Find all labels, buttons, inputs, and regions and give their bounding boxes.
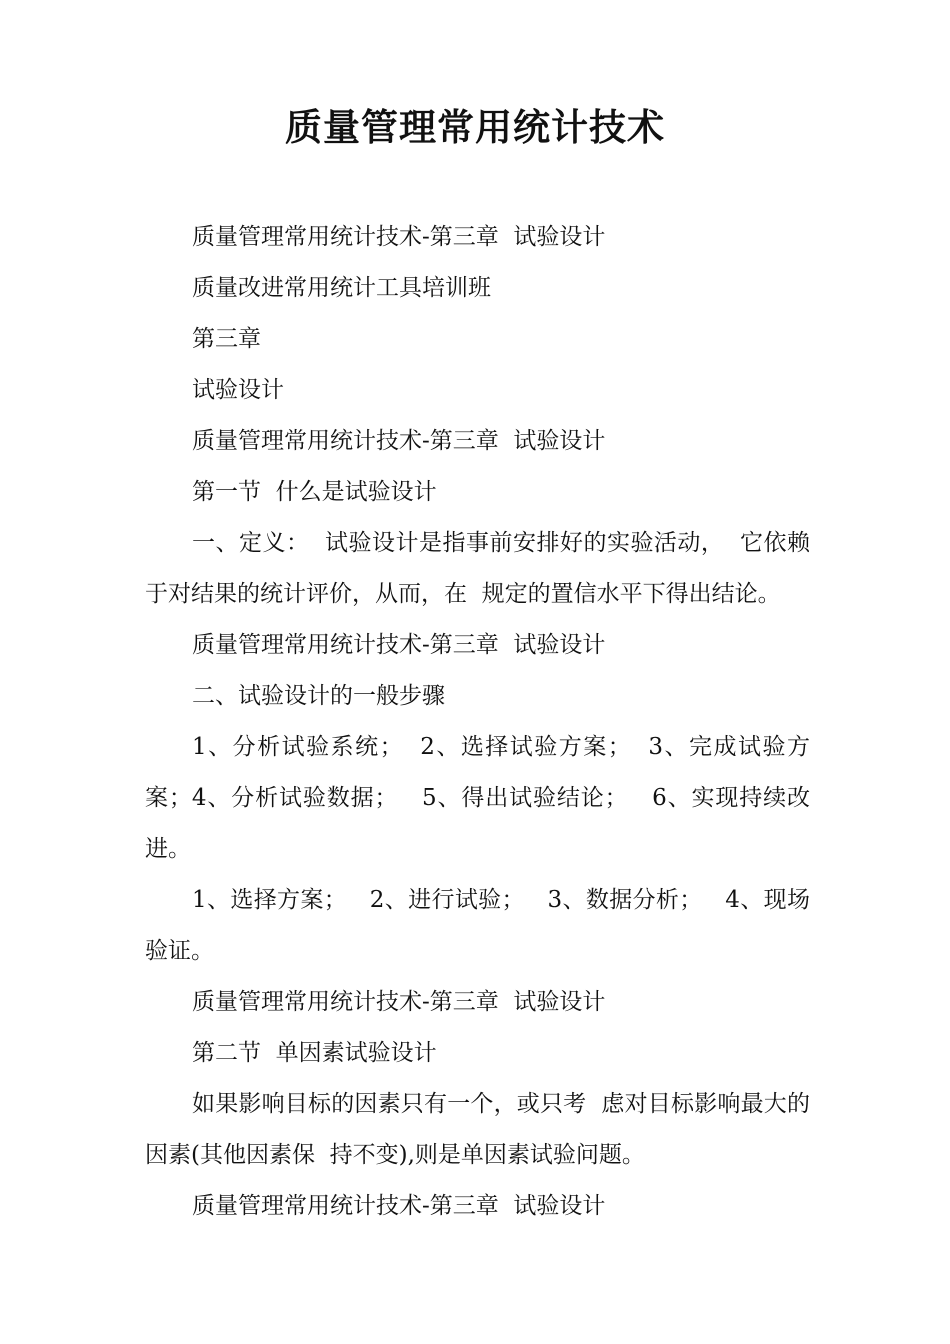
paragraph: 第三章 — [192, 326, 261, 352]
paragraph: 1、选择方案； 2、进行试验； 3、数据分析； 4、现场验证。 — [145, 887, 810, 964]
paragraph: 质量管理常用统计技术-第三章 试验设计 — [192, 1193, 606, 1219]
paragraph: 第一节 什么是试验设计 — [192, 479, 437, 505]
paragraph: 一、定义： 试验设计是指事前安排好的实验活动， 它依赖于对结果的统计评价，从而，在 规定的置信水平下得出结论。 — [145, 530, 810, 607]
paragraph: 1、分析试验系统； 2、选择试验方案； 3、完成试验方案；4、分析试验数据； 5、得出试验结论； 6、实现持续改进。 — [145, 734, 810, 862]
paragraph: 质量管理常用统计技术-第三章 试验设计 — [192, 428, 606, 454]
paragraph: 质量管理常用统计技术-第三章 试验设计 — [192, 224, 606, 250]
paragraph: 如果影响目标的因素只有一个，或只考 虑对目标影响最大的因素(其他因素保 持不变),则是单因素试验问题。 — [145, 1091, 810, 1168]
document-title: 质量管理常用统计技术 — [285, 106, 665, 149]
paragraph: 质量管理常用统计技术-第三章 试验设计 — [192, 632, 606, 658]
paragraph: 质量管理常用统计技术-第三章 试验设计 — [192, 989, 606, 1015]
paragraph: 质量改进常用统计工具培训班 — [192, 275, 491, 301]
paragraph: 第二节 单因素试验设计 — [192, 1040, 437, 1066]
document-body — [145, 212, 810, 1232]
paragraph: 试验设计 — [192, 377, 284, 403]
paragraph: 二、试验设计的一般步骤 — [192, 683, 445, 709]
